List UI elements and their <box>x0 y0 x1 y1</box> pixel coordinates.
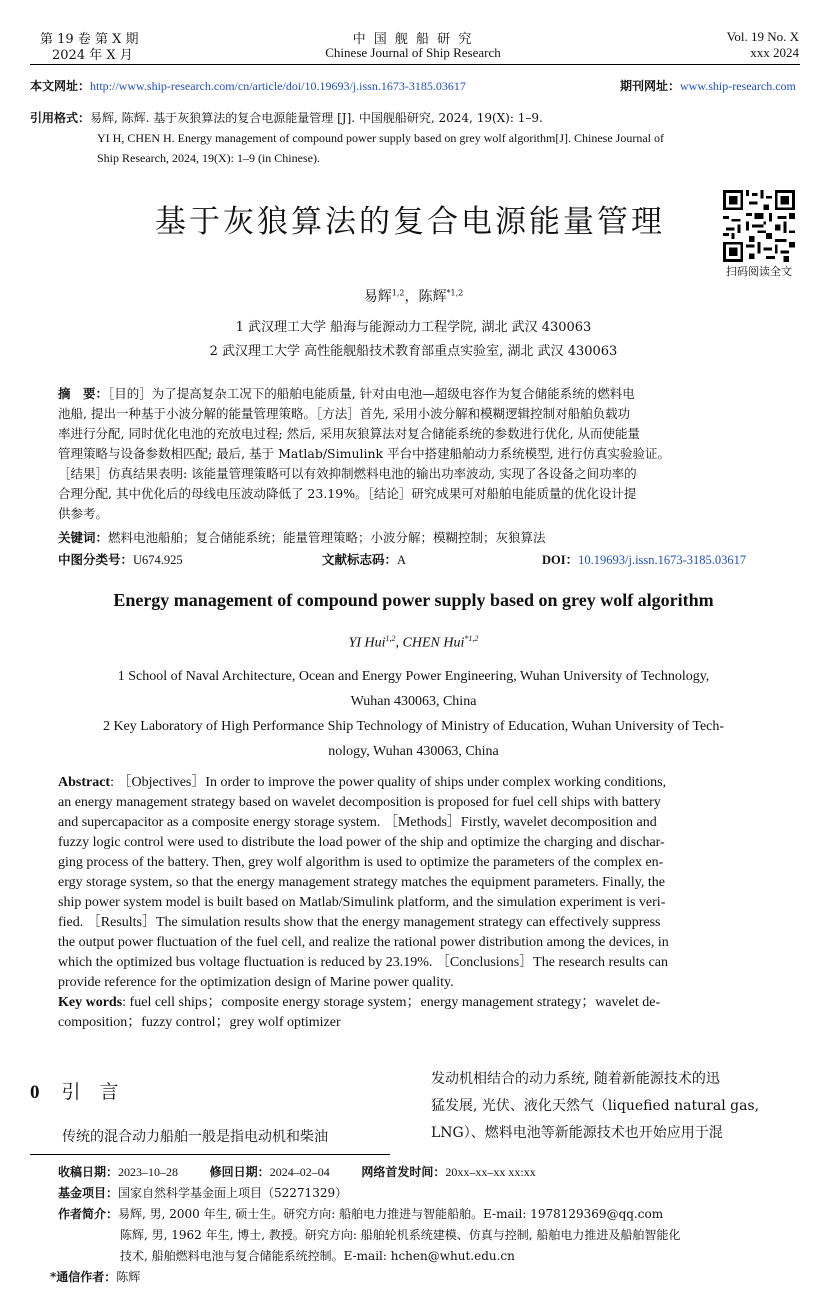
doc-code-line <box>322 550 406 568</box>
citation-label: 引用格式： <box>30 111 91 125</box>
author-en-2: CHEN Hui <box>402 635 465 651</box>
author-cn-1: 易辉 <box>363 289 392 305</box>
abstract-en-line: ging process of the battery. Then, grey wolf algorithm is used to optimize the parameters of the complex en- <box>58 855 664 870</box>
abstract-en-line: provide reference for the optimization design of Marine power quality. <box>58 975 454 990</box>
keywords-en-label: Key words <box>58 995 123 1010</box>
abstract-en-line: an energy management strategy based on wavelet decomposition is proposed for fuel cell ships with battery <box>58 795 661 810</box>
header-date-cn: 2024 年 X 月 <box>52 48 133 63</box>
abstract-cn-line: 摘 要：［目的］为了提高复杂工况下的船舶电能质量, 针对由电池—超级电容作为复合储能系统的燃料电 <box>58 386 635 401</box>
qr-code[interactable] <box>723 190 795 262</box>
bio-line: 技术, 船舶燃料电池与复合储能系统控制。E-mail: hchen@whut.edu.cn <box>120 1249 515 1263</box>
article-url-link[interactable]: http://www.ship-research.com/cn/article/doi/10.19693/j.issn.1673-3185.03617 <box>90 79 466 93</box>
body-right-line: LNG）、燃料电池等新能源技术也开始应用于混 <box>431 1125 723 1141</box>
abstract-cn <box>58 384 770 524</box>
abstract-en-line: which the optimized bus voltage fluctuation is reduced by 23.19%. ［Conclusions］The research results can <box>58 955 669 970</box>
author-cn-2: 陈辉 <box>418 289 447 305</box>
article-url-line <box>30 77 466 94</box>
affiliation-en <box>0 664 827 764</box>
dates-line <box>58 1162 798 1183</box>
fund-line <box>58 1183 798 1204</box>
doi-link[interactable]: 10.19693/j.issn.1673-3185.03617 <box>578 553 747 567</box>
clc-line <box>58 550 183 568</box>
citation-block <box>30 108 800 168</box>
fund-text: 国家自然科学基金面上项目（52271329） <box>118 1186 348 1200</box>
header-volume-cn: 第 19 卷 第 X 期 <box>40 32 139 47</box>
abstract-cn-line: 率进行分配, 同时优化电池的充放电过程; 然后, 采用灰狼算法对复合储能系统的参数进行优化, 从而使能量 <box>58 426 641 441</box>
abstract-en-line: fuzzy logic control were used to distribute the load power of the ship and optimize the charging and dischar- <box>58 835 665 850</box>
footnote-rule <box>30 1154 390 1155</box>
journal-url-label: 期刊网址： <box>620 79 681 93</box>
title-cn: 基于灰狼算法的复合电源能量管理 <box>155 204 665 240</box>
header-journal-cn: 中 国 舰 船 研 究 <box>352 32 474 47</box>
header-journal-en: Chinese Journal of Ship Research <box>325 45 501 60</box>
affiliation-cn-1: 1 武汉理工大学 船海与能源动力工程学院, 湖北 武汉 430063 <box>235 320 592 335</box>
received-date: 2023–10–28 <box>118 1165 179 1179</box>
abstract-cn-line: 管理策略与设备参数相匹配; 最后, 基于 Matlab/Simulink 平台中搭建船舶动力系统模型, 进行仿真实验验证。 <box>58 446 671 461</box>
affiliation-en-line: Wuhan 430063, China <box>350 694 477 709</box>
header-date-en: xxx 2024 <box>750 45 799 60</box>
abstract-en-line: ship power system model is built based on Matlab/Simulink platform, and the simulation experiment is veri- <box>58 895 666 910</box>
clc-value: U674.925 <box>133 553 183 567</box>
corresponding-line <box>50 1267 798 1288</box>
body-left-column: 传统的混合动力船舶一般是指电动机和柴油 <box>62 1129 328 1145</box>
citation-cn-line <box>30 108 800 128</box>
bio-label: 作者简介： <box>58 1207 119 1221</box>
citation-en-1: YI H, CHEN H. Energy management of compound power supply based on grey wolf algorithm[J]. Chinese Journal of <box>97 131 664 145</box>
section-number: 0 <box>30 1082 40 1103</box>
journal-url-link[interactable]: www.ship-research.com <box>680 79 796 93</box>
abstract-en-label: Abstract <box>58 775 111 790</box>
section-title: 引 言 <box>61 1081 119 1103</box>
header-volume-en: Vol. 19 No. X <box>726 29 799 44</box>
keywords-en-line: composition；fuzzy control；grey wolf optimizer <box>58 1015 341 1030</box>
author-cn-1-sup: 1,2 <box>391 288 405 298</box>
body-right-line: 猛发展, 光伏、液化天然气（liquefied natural gas, <box>431 1098 760 1114</box>
author-en-sep: , <box>395 635 403 651</box>
citation-en-2: Ship Research, 2024, 19(X): 1–9 (in Chinese). <box>97 151 320 165</box>
abstract-cn-line: 合理分配, 其中优化后的母线电压波动降低了 23.19%。［结论］研究成果可对船舶电能质量的优化设计提 <box>58 486 637 501</box>
author-cn-sep: ， <box>404 289 419 305</box>
abstract-cn-line: ［结果］仿真结果表明: 该能量管理策略可以有效抑制燃料电池的输出功率波动, 实现了各设备之间功率的 <box>58 466 637 481</box>
affiliation-en-line: 1 School of Naval Architecture, Ocean and Energy Power Engineering, Wuhan University of Technology, <box>117 669 710 684</box>
online-label: 网络首发时间： <box>361 1165 446 1179</box>
body-right-column <box>431 1066 801 1147</box>
authors-en <box>0 634 827 652</box>
abstract-cn-label: 摘 要： <box>58 386 109 401</box>
abstract-en-line: the output power fluctuation of the fuel cell, and realize the rational power distribution among the devices, in <box>58 935 669 950</box>
abstract-en <box>58 773 770 1033</box>
author-en-2-sup: *1,2 <box>464 634 479 643</box>
revised-date: 2024–02–04 <box>269 1165 330 1179</box>
citation-cn: 易辉, 陈辉. 基于灰狼算法的复合电源能量管理 [J]. 中国舰船研究, 2024, 19(X): 1–9. <box>90 111 543 125</box>
header-rule <box>30 64 800 65</box>
fund-label: 基金项目： <box>58 1186 119 1200</box>
doi-label: DOI： <box>542 553 579 567</box>
abstract-en-line: ergy storage system, so that the energy management strategy matches the equipment parameters. Finally, the <box>58 875 666 890</box>
keywords-cn <box>58 528 546 546</box>
author-en-1-sup: 1,2 <box>385 634 396 643</box>
affiliation-en-line: 2 Key Laboratory of High Performance Ship Technology of Ministry of Education, Wuhan University of Tech- <box>102 719 725 734</box>
author-cn-2-sup: *1,2 <box>446 288 464 298</box>
corresponding-author: 陈辉 <box>116 1270 141 1284</box>
affiliation-en-line: nology, Wuhan 430063, China <box>328 744 499 759</box>
affiliation-cn-2: 2 武汉理工大学 高性能舰船技术教育部重点实验室, 湖北 武汉 430063 <box>209 344 618 359</box>
bio-line: 陈辉, 男, 1962 年生, 博士, 教授。研究方向: 船舶轮机系统建模、仿真与控制, 船舶电力推进及船舶智能化 <box>120 1228 681 1242</box>
journal-url-line <box>620 77 796 94</box>
footnotes <box>50 1162 798 1288</box>
corresponding-label: *通信作者： <box>50 1270 117 1284</box>
article-url-label: 本文网址： <box>30 79 91 93</box>
online-date: 20xx–xx–xx xx:xx <box>445 1165 536 1179</box>
section-heading <box>30 1077 119 1104</box>
bio-text-1: 易辉, 男, 2000 年生, 硕士生。研究方向: 船舶电力推进与智能船舶。E-mail: 1978129369@qq.com <box>118 1207 664 1221</box>
title-en: Energy management of compound power supply based on grey wolf algorithm <box>113 590 714 610</box>
bio-line <box>58 1204 798 1225</box>
keywords-en-line: Key words: fuel cell ships；composite energy storage system；energy management strategy；wavelet de- <box>58 995 661 1010</box>
author-en-1: YI Hui <box>348 635 386 651</box>
abstract-cn-line: 供参考。 <box>58 506 109 521</box>
keywords-cn-label: 关键词： <box>58 530 109 545</box>
clc-label: 中图分类号： <box>58 552 134 567</box>
doc-code-value: A <box>397 553 407 567</box>
abstract-en-line: fied. ［Results］The simulation results show that the energy management strategy can effectively suppress <box>58 915 661 930</box>
keywords-cn-text: 燃料电池船舶；复合储能系统；能量管理策略；小波分解；模糊控制；灰狼算法 <box>108 530 546 545</box>
doi-line <box>542 550 746 568</box>
received-label: 收稿日期： <box>58 1165 119 1179</box>
abstract-en-line: and supercapacitor as a composite energy storage system. ［Methods］Firstly, wavelet decomposition and <box>58 815 657 830</box>
authors-cn <box>0 286 827 306</box>
doc-code-label: 文献标志码： <box>322 552 398 567</box>
qr-caption: 扫码阅读全文 <box>726 265 792 278</box>
body-right-line: 发动机相结合的动力系统, 随着新能源技术的迅 <box>431 1071 720 1087</box>
abstract-cn-line: 池船, 提出一种基于小波分解的能量管理策略。［方法］首先, 采用小波分解和模糊逻辑控制对船舶负载功 <box>58 406 631 421</box>
abstract-en-line: Abstract: ［Objectives］In order to improve the power quality of ships under complex working conditions, <box>58 775 667 790</box>
revised-label: 修回日期： <box>209 1165 270 1179</box>
